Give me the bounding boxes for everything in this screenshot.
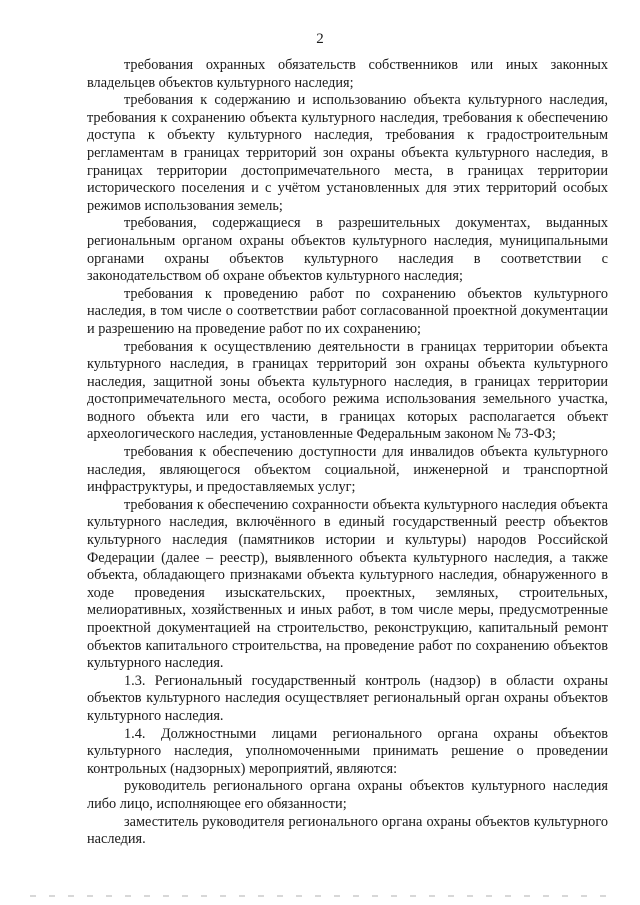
section-1-4: 1.4. Должностными лицами регионального органа охраны объектов культурного наследия, уполномоченными принимать решение о проведении контрольных (надзорных) мероприятий, являются: [87,725,608,777]
paragraph: заместитель руководителя регионального органа охраны объектов культурного наследия. [87,813,608,848]
document-body [87,57,608,849]
paragraph: требования к проведению работ по сохранению объектов культурного наследия, в том числе о соответствии работ согласованной проектной документации и разрешению на проведение работ по их сохранению; [87,285,608,337]
page-number: 2 [316,31,324,47]
paragraph: требования к обеспечению сохранности объекта культурного наследия объекта культурного наследия, включённого в единый государственный реестр объектов культурного наследия (памятников истории и культуры) народов Российской Федерации (далее – реестр), выявленного объекта культурного наследия, а также объекта, обладающего признаками объекта культурного наследия, обнаруженного в ходе проведения изыскательских, проектных, земляных, строительных, мелиоративных, хозяйственных и иных работ, в том числе меры, предусмотренные проектной документацией на строительство, реконструкцию, капитальный ремонт объектов капитального строительства, на проведение работ по сохранению объектов культурного наследия. [87,496,608,672]
scan-bottom-edge [30,895,610,897]
section-1-3: 1.3. Региональный государственный контроль (надзор) в области охраны объектов культурного наследия осуществляет региональный орган охраны объектов культурного наследия. [87,672,608,724]
paragraph: руководитель регионального органа охраны объектов культурного наследия либо лицо, исполняющее его обязанности; [87,778,608,812]
paragraph: требования, содержащиеся в разрешительных документах, выданных региональным органом охраны объектов культурного наследия, муниципальными органами охраны объектов культурного наследия в соответствии с законодательством об охране объектов культурного наследия; [87,215,608,285]
paragraph: требования к обеспечению доступности для инвалидов объекта культурного наследия, являющегося объектом социальной, инженерной и транспортной инфраструктуры, и предоставляемых услуг; [87,444,608,496]
paragraph: требования к содержанию и использованию объекта культурного наследия, требования к сохранению объекта культурного наследия, требования к обеспечению доступа к объекту культурного наследия, требования к градостроительным регламентам в границах территорий зон охраны объекта культурного наследия, в границах территории достопримечательного места, в границах территории исторического поселения и с учётом установленных для этих территорий особых режимов использования земель; [87,92,608,214]
paragraph: требования к осуществлению деятельности в границах территории объекта культурного наследия, в границах территорий зон охраны объекта культурного наследия, защитной зоны объекта культурного наследия, в границах территории достопримечательного места, особого режима использования земельного участка, водного объекта или его части, в границах которых располагается объект археологического наследия, установленные Федеральным законом № 73-ФЗ; [87,338,608,443]
paragraph: требования охранных обязательств собственников или иных законных владельцев объектов культурного наследия; [87,57,608,91]
